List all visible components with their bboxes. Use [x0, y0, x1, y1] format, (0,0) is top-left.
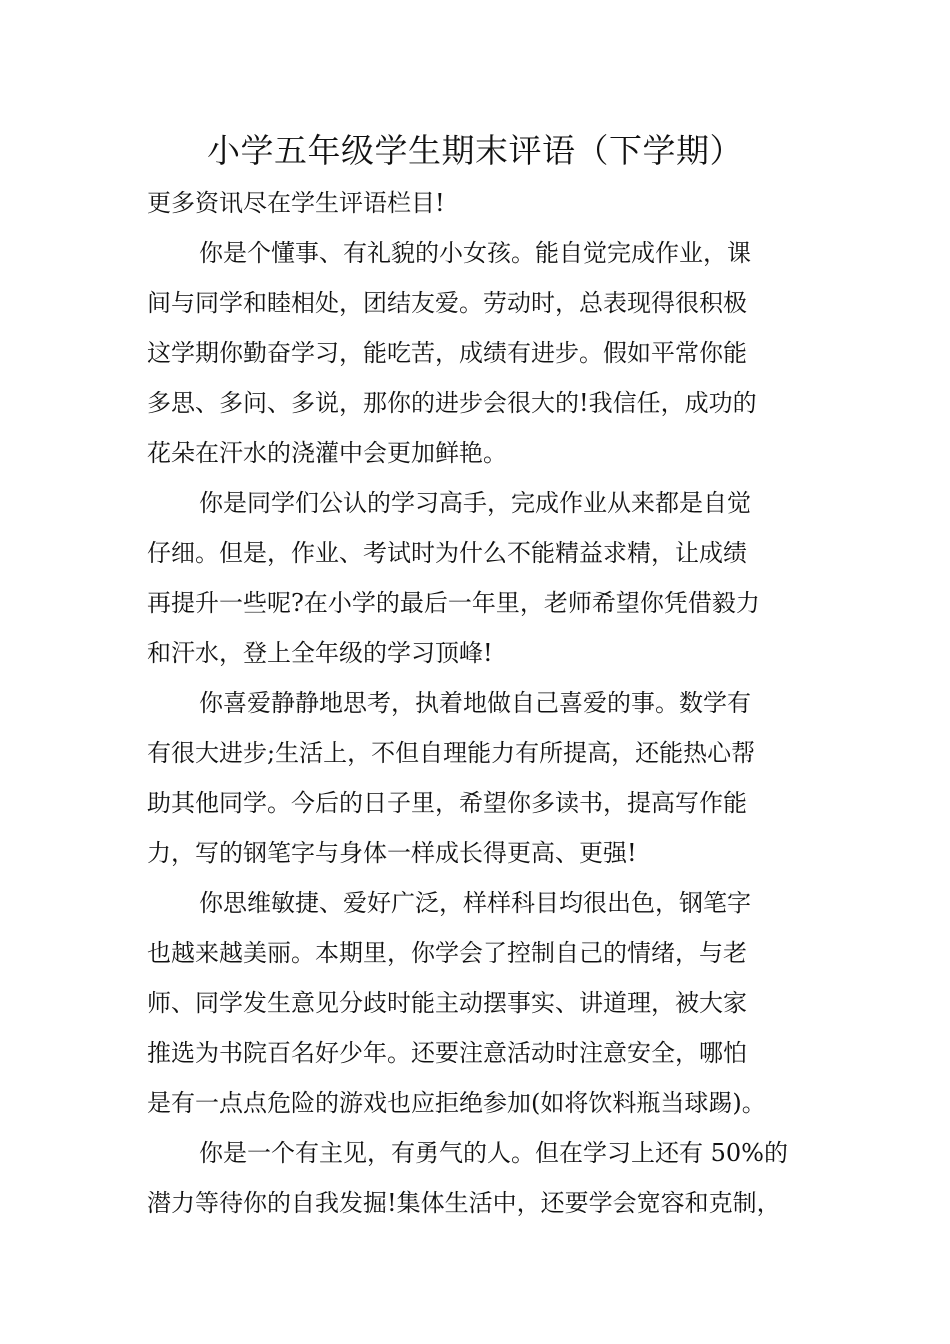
paragraph-line: 再提升一些呢?在小学的最后一年里，老师希望你凭借毅力 — [147, 589, 760, 617]
paragraph-line: 仔细。但是，作业、考试时为什么不能精益求精，让成绩 — [147, 539, 747, 567]
paragraph-line: 推选为书院百名好少年。还要注意活动时注意安全，哪怕 — [147, 1039, 747, 1067]
paragraph-line: 也越来越美丽。本期里，你学会了控制自己的情绪，与老 — [147, 939, 747, 967]
paragraph-4 — [147, 878, 807, 1128]
paragraph-line: 助其他同学。今后的日子里，希望你多读书，提高写作能 — [147, 789, 747, 817]
paragraph-line: 你是一个有主见，有勇气的人。但在学习上还有 50%的 — [199, 1139, 788, 1167]
paragraph-line: 花朵在汗水的浇灌中会更加鲜艳。 — [147, 439, 507, 467]
paragraph-line: 你是同学们公认的学习高手，完成作业从来都是自觉 — [199, 489, 751, 517]
paragraph-5 — [147, 1128, 807, 1228]
paragraph-line: 师、同学发生意见分歧时能主动摆事实、讲道理，被大家 — [147, 989, 747, 1017]
paragraph-line: 多思、多问、多说，那你的进步会很大的!我信任，成功的 — [147, 389, 757, 417]
paragraph-line: 是有一点点危险的游戏也应拒绝参加(如将饮料瓶当球踢)。 — [147, 1089, 766, 1117]
paragraph-line: 这学期你勤奋学习，能吃苦，成绩有进步。假如平常你能 — [147, 339, 747, 367]
document-body — [147, 178, 807, 1228]
paragraph-line: 和汗水，登上全年级的学习顶峰! — [147, 639, 493, 667]
paragraph-3 — [147, 678, 807, 878]
paragraph-line: 潜力等待你的自我发掘!集体生活中，还要学会宽容和克制， — [147, 1189, 781, 1217]
paragraph-line: 有很大进步;生活上，不但自理能力有所提高，还能热心帮 — [147, 739, 756, 767]
paragraph-line: 你思维敏捷、爱好广泛，样样科目均很出色，钢笔字 — [199, 889, 751, 917]
intro-line: 更多资讯尽在学生评语栏目! — [147, 189, 445, 217]
paragraph-1 — [147, 228, 807, 478]
paragraph-2 — [147, 478, 807, 678]
document-title: 小学五年级学生期末评语（下学期） — [207, 131, 743, 170]
paragraph-line: 力，写的钢笔字与身体一样成长得更高、更强! — [147, 839, 637, 867]
paragraph-line: 你喜爱静静地思考，执着地做自己喜爱的事。数学有 — [199, 689, 751, 717]
paragraph-line: 你是个懂事、有礼貌的小女孩。能自觉完成作业，课 — [199, 239, 751, 267]
paragraph-line: 间与同学和睦相处，团结友爱。劳动时，总表现得很积极 — [147, 289, 747, 317]
